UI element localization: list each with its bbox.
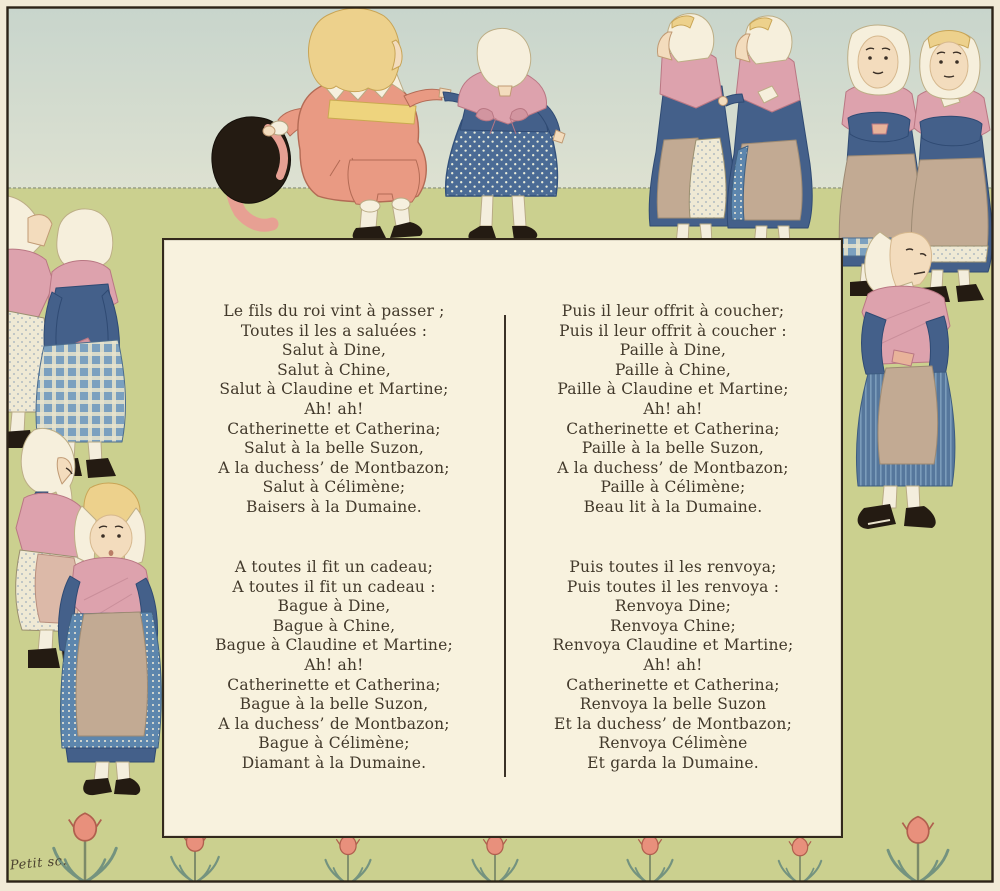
poem-line: Paille à Chine,	[615, 360, 731, 379]
poem-line: Paille à Claudine et Martine;	[557, 380, 789, 399]
poem-line: Renvoya Dine;	[614, 597, 732, 616]
poem-line: Salut à Chine,	[277, 360, 391, 379]
stanza-paille	[505, 302, 841, 518]
poem-line: Catherinette et Catherina;	[227, 419, 441, 438]
girls-pair-upper-left	[0, 196, 125, 478]
poem-line: Et garda la Dumaine.	[587, 753, 759, 772]
verse-panel	[162, 238, 843, 838]
poem-line: Ah! ah!	[304, 655, 364, 674]
poem-line: Catherinette et Catherina;	[227, 675, 441, 694]
poem-line: Et la duchess’ de Montbazon;	[553, 714, 792, 733]
stanza-salut	[164, 302, 504, 518]
poem-line: Paille à Dine,	[619, 341, 727, 360]
poem-line: Toutes il les a saluées :	[240, 321, 428, 340]
poem-line: Ah! ah!	[304, 399, 364, 418]
poem-line: Puis il leur offrit à coucher :	[559, 321, 787, 340]
verse-column-right	[505, 240, 841, 836]
poem-line: Renvoya Claudine et Martine;	[552, 636, 794, 655]
poem-line: Bague à Dine,	[277, 597, 391, 616]
poem-line: Beau lit à la Dumaine.	[583, 497, 763, 516]
stanza-bague	[164, 558, 504, 774]
engraver-signature: Petit sc.	[9, 853, 68, 874]
poem-line: Bague à Chine,	[272, 616, 396, 635]
poem-line: Renvoya Chine;	[610, 616, 736, 635]
poem-line: Ah! ah!	[643, 399, 703, 418]
poem-line: Salut à Célimène;	[262, 478, 406, 497]
poem-line: A toutes il fit un cadeau :	[232, 577, 436, 596]
poem-line: A la duchess’ de Montbazon;	[218, 458, 450, 477]
poem-line: Catherinette et Catherina;	[566, 419, 780, 438]
poem-line: Baisers à la Dumaine.	[246, 497, 422, 516]
poem-line: Puis il leur offrit à coucher;	[561, 302, 785, 320]
poem-line: Salut à Dine,	[281, 341, 387, 360]
poem-line: A la duchess’ de Montbazon;	[557, 458, 789, 477]
verse-column-left	[164, 240, 504, 836]
poem-line: Salut à la belle Suzon,	[244, 439, 424, 458]
poem-line: Renvoya la belle Suzon	[579, 695, 767, 714]
poem-line: Diamant à la Dumaine.	[241, 753, 427, 772]
poem-line: A toutes il fit un cadeau;	[234, 558, 434, 576]
poem-line: Bague à Célimène;	[258, 734, 410, 753]
poem-line: Puis toutes il les renvoya :	[566, 577, 780, 596]
poem-line: Paille à la belle Suzon,	[581, 439, 765, 458]
prince-hair	[309, 8, 400, 91]
poem-line: Bague à la belle Suzon,	[239, 695, 429, 714]
poem-line: Le fils du roi vint à passer ;	[223, 302, 445, 320]
poem-line: Ah! ah!	[643, 655, 703, 674]
poem-line: Salut à Claudine et Martine;	[219, 380, 449, 399]
poem-line: Catherinette et Catherina;	[566, 675, 780, 694]
poem-line: Puis toutes il les renvoya;	[569, 558, 777, 576]
poem-line: Bague à Claudine et Martine;	[215, 636, 453, 655]
poem-line: A la duchess’ de Montbazon;	[218, 714, 450, 733]
poem-line: Renvoya Célimène	[598, 734, 748, 753]
stanza-renvoya	[505, 558, 841, 774]
poem-line: Paille à Célimène;	[600, 478, 746, 497]
